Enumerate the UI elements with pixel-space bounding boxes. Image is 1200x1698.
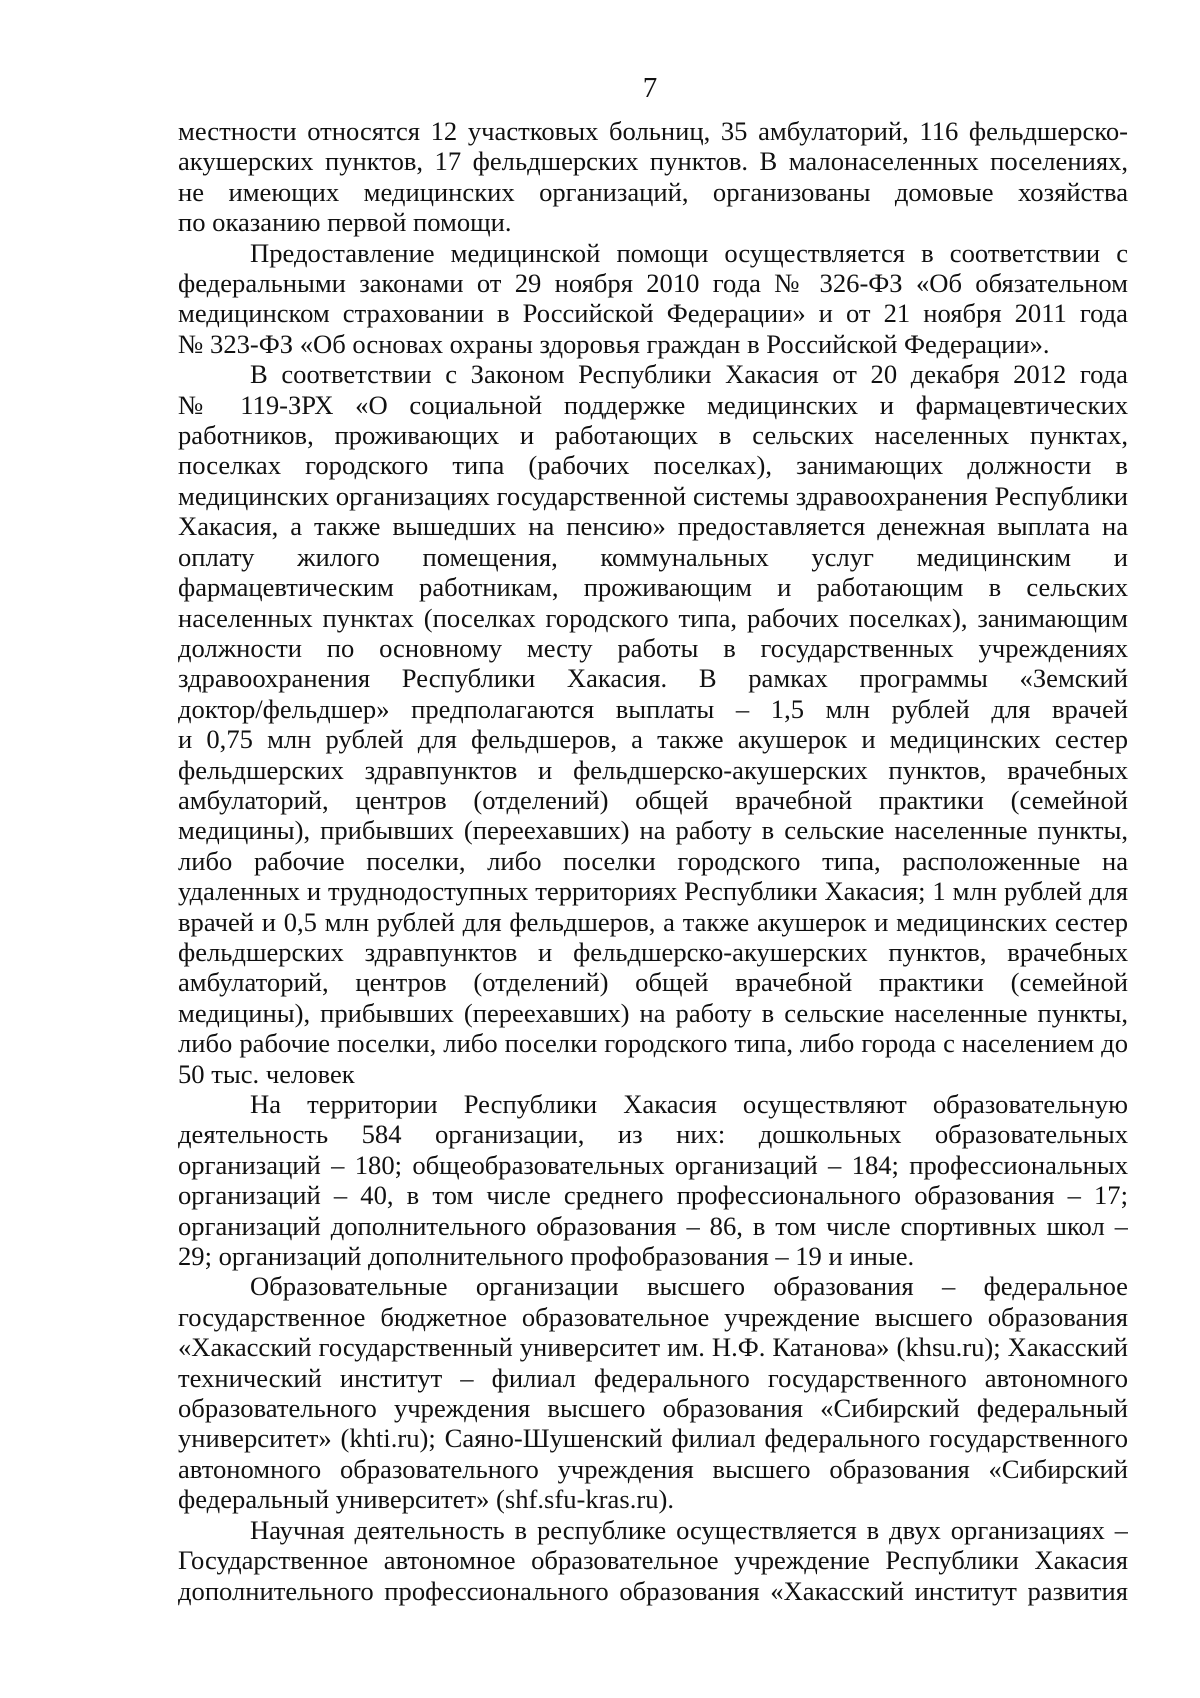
text-line: дополнительного профессионального образования «Хакасский институт развития (178, 1575, 1128, 1606)
text-line: Хакасия, а также вышедших на пенсию» предоставляется денежная выплата на (178, 511, 1128, 542)
text-line: № 323-ФЗ «Об основах охраны здоровья граждан в Российской Федерации». (178, 328, 1050, 359)
text-line: В соответствии с Законом Республики Хакасия от 20 декабря 2012 года (250, 359, 1128, 390)
text-line: амбулаторий, центров (отделений) общей врачебной практики (семейной (178, 967, 1128, 998)
text-line: либо рабочие поселки, либо поселки городского типа, либо города с населением до (178, 1028, 1128, 1059)
text-line: организаций – 180; общеобразовательных организаций – 184; профессиональных (178, 1149, 1128, 1180)
text-line: Государственное автономное образовательное учреждение Республики Хакасия (178, 1545, 1128, 1576)
paragraph-p3 (178, 359, 1128, 1089)
paragraph-p2 (178, 238, 1128, 360)
text-line: Научная деятельность в республике осуществляется в двух организациях – (250, 1514, 1128, 1545)
text-line: 50 тыс. человек (178, 1058, 355, 1089)
text-line: здравоохранения Республики Хакасия. В рамках программы «Земский (178, 663, 1128, 694)
text-line: федеральный университет» (shf.sfu-kras.ru). (178, 1484, 674, 1515)
text-line: автономного образовательного учреждения высшего образования «Сибирский (178, 1453, 1128, 1484)
text-line: 29; организаций дополнительного профобразования – 19 и иные. (178, 1241, 915, 1272)
text-line: Предоставление медицинской помощи осуществляется в соответствии с (250, 237, 1128, 268)
text-line: фельдшерских здравпунктов и фельдшерско-акушерских пунктов, врачебных (178, 754, 1128, 785)
text-line: фармацевтическим работникам, проживающим и работающим в сельских (178, 572, 1128, 603)
text-line: медицинских организациях государственной системы здравоохранения Республики (178, 480, 1128, 511)
text-line: Образовательные организации высшего образования – федеральное (250, 1271, 1128, 1302)
text-line: поселках городского типа (рабочих поселках), занимающих должности в (178, 450, 1128, 481)
text-line: «Хакасский государственный университет им. Н.Ф. Катанова» (khsu.ru); Хакасский (178, 1332, 1128, 1363)
paragraph-p4 (178, 1089, 1128, 1271)
text-line: медицины), прибывших (переехавших) на работу в сельские населенные пункты, (178, 997, 1128, 1028)
text-line: деятельность 584 организации, из них: дошкольных образовательных (178, 1119, 1128, 1150)
text-line: местности относятся 12 участковых больниц, 35 амбулаторий, 116 фельдшерско- (178, 116, 1128, 146)
text-line: государственное бюджетное образовательное учреждение высшего образования (178, 1301, 1128, 1332)
paragraph-p5 (178, 1271, 1128, 1514)
text-line: оплату жилого помещения, коммунальных услуг медицинским и (178, 541, 1128, 572)
text-line: образовательного учреждения высшего образования «Сибирский федеральный (178, 1393, 1128, 1424)
text-line: и 0,75 млн рублей для фельдшеров, а также акушерок и медицинских сестер (178, 724, 1128, 755)
text-line: по оказанию первой помощи. (178, 207, 512, 238)
text-line: населенных пунктах (поселках городского типа, рабочих поселках), занимающим (178, 602, 1128, 633)
text-line: доктор/фельдшер» предполагаются выплаты – 1,5 млн рублей для врачей (178, 693, 1128, 724)
text-line: работников, проживающих и работающих в сельских населенных пунктах, (178, 420, 1128, 451)
text-line: На территории Республики Хакасия осуществляют образовательную (250, 1089, 1128, 1119)
text-line: организаций – 40, в том числе среднего профессионального образования – 17; (178, 1180, 1128, 1211)
text-line: врачей и 0,5 млн рублей для фельдшеров, а также акушерок и медицинских сестер (178, 906, 1128, 937)
text-line: университет» (khti.ru); Саяно-Шушенский филиал федерального государственного (178, 1423, 1128, 1454)
text-line: либо рабочие поселки, либо поселки городского типа, расположенные на (178, 845, 1128, 876)
text-line: медицины), прибывших (переехавших) на работу в сельские населенные пункты, (178, 815, 1128, 846)
text-line: технический институт – филиал федерального государственного автономного (178, 1362, 1128, 1393)
text-line: удаленных и труднодоступных территориях Республики Хакасия; 1 млн рублей для (178, 876, 1128, 907)
text-line: федеральными законами от 29 ноября 2010 года № 326-ФЗ «Об обязательном (178, 268, 1128, 299)
text-line: № 119-ЗРХ «О социальной поддержке медицинских и фармацевтических (178, 389, 1128, 420)
text-line: организаций дополнительного образования – 86, в том числе спортивных школ – (178, 1210, 1128, 1241)
paragraph-p1 (178, 116, 1128, 238)
text-line: амбулаторий, центров (отделений) общей врачебной практики (семейной (178, 784, 1128, 815)
text-line: фельдшерских здравпунктов и фельдшерско-акушерских пунктов, врачебных (178, 936, 1128, 967)
document-body (178, 116, 1128, 1606)
text-line: акушерских пунктов, 17 фельдшерских пунктов. В малонаселенных поселениях, (178, 146, 1128, 177)
paragraph-p6 (178, 1515, 1128, 1606)
text-line: должности по основному месту работы в государственных учреждениях (178, 632, 1128, 663)
text-line: медицинском страховании в Российской Федерации» и от 21 ноября 2011 года (178, 298, 1128, 329)
text-line: не имеющих медицинских организаций, организованы домовые хозяйства (178, 176, 1128, 207)
page-number: 7 (642, 72, 658, 104)
